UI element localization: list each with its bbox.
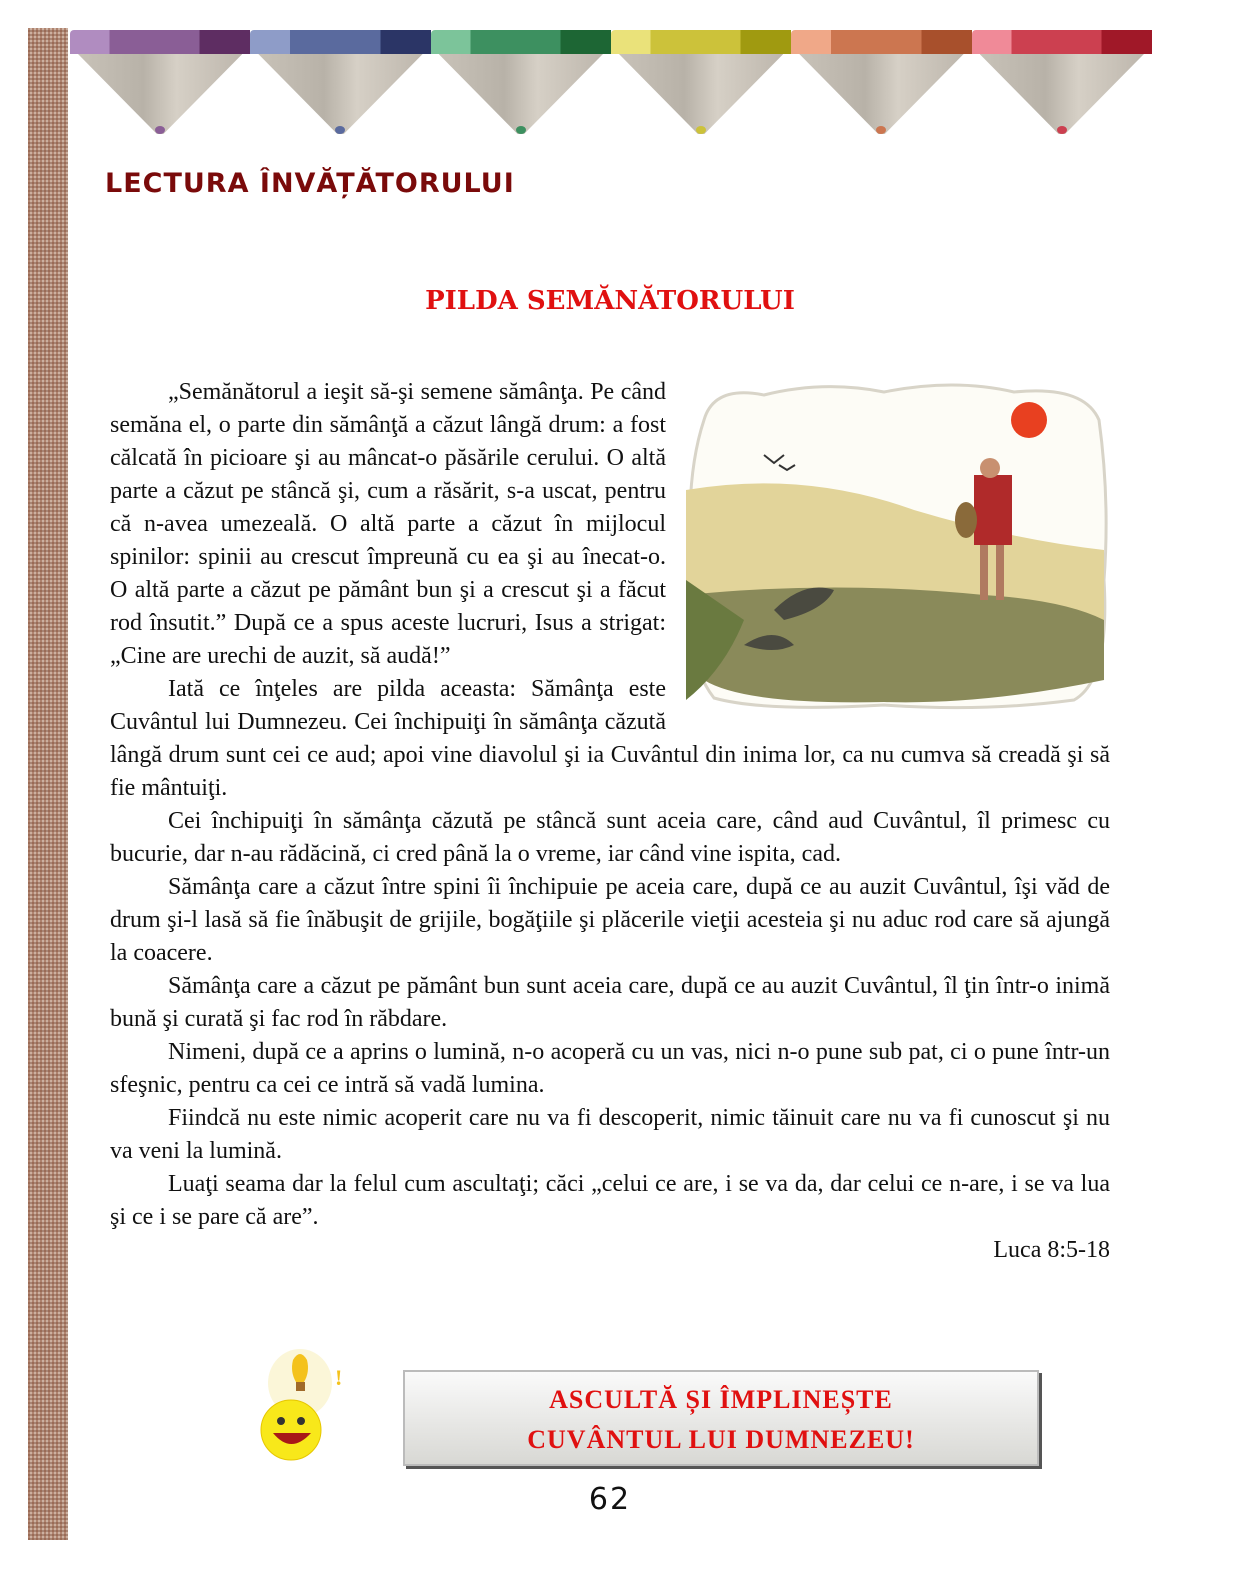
pencil xyxy=(250,30,430,140)
svg-text:!: ! xyxy=(335,1365,343,1390)
callout-line-1: ASCULTĂ ȘI ÎMPLINEȘTE xyxy=(549,1385,893,1414)
story-paragraph: „Semănătorul a ieşit să-şi semene sămânţa. Pe când semăna el, o parte din sămânţă a căzut lângă drum: a fost călcată în picioare şi au mâncat-o păsările cerului. O altă parte a căzut pe stâncă şi, cum a răsărit, s-a uscat, pentru că n-avea umezeală. O altă parte a căzut în mijlocul spinilor: spinii au crescut împreună cu ea şi au înecat-o. O altă parte a căzut pe pământ bun şi a crescut şi a făcut rod însutit.” După ce a spus aceste lucruri, Isus a strigat: „Cine are urechi de auzit, să audă!” xyxy=(110,379,666,669)
pencil xyxy=(972,30,1152,140)
story-text xyxy=(110,376,1110,1267)
pencil xyxy=(431,30,611,140)
pencil xyxy=(791,30,971,140)
pencil xyxy=(611,30,791,140)
decorative-border xyxy=(28,28,68,1540)
callout-line-2: CUVÂNTUL LUI DUMNEZEU! xyxy=(527,1425,915,1454)
story-paragraph: Sămânţa care a căzut pe pământ bun sunt aceia care, după ce au auzit Cuvântul, îl ţin într-o inimă bună şi curată şi fac rod în răbdare. xyxy=(110,973,1110,1032)
story-paragraph: Nimeni, după ce a aprins o lumină, n-o acoperă cu un vas, nici n-o pune sub pat, ci o pune într-un sfeşnic, pentru ca cei ce intră să vadă lumina. xyxy=(110,1039,1110,1098)
story-paragraph: Cei închipuiţi în sămânţa căzută pe stâncă sunt aceia care, când aud Cuvântul, îl primesc cu bucurie, dar n-au rădăcină, ci cred până la o vreme, iar când vine ispita, cad. xyxy=(110,808,1110,867)
section-title: LECTURA ÎNVĂȚĂTORULUI xyxy=(105,168,515,199)
story-paragraph: Sămânţa care a căzut între spini îi închipuie pe aceia care, după ce au auzit Cuvântul, îşi văd de drum şi-l lasă să fie înăbuşit de grijile, bogăţiile şi plăcerile vieţii acesteia şi nu aduc rod care să ajungă la coacere. xyxy=(110,874,1110,966)
smiley-lightbulb-icon xyxy=(255,1345,355,1465)
scripture-reference: Luca 8:5-18 xyxy=(993,1237,1110,1263)
story-title: PILDA SEMĂNĂTORULUI xyxy=(425,286,795,316)
story-paragraph: Luaţi seama dar la felul cum ascultaţi; căci „celui ce are, i se va da, dar celui ce n-are, i se va lua şi ce i se pare că are”. xyxy=(110,1171,1110,1230)
story-paragraph: Fiindcă nu este nimic acoperit care nu va fi descoperit, nimic tăinuit care nu va fi cunoscut şi nu va veni la lumină. xyxy=(110,1105,1110,1164)
story-paragraph: Iată ce înţeles are pilda aceasta: Sămânţa este Cuvântul lui Dumnezeu. Cei închipuiţi în sămânţa căzută lângă drum sunt cei ce aud; apoi vine diavolul şi ia Cuvântul din inima lor, ca nu cumva să creadă şi să fie mântuiţi. xyxy=(110,676,1110,801)
callout-box xyxy=(403,1370,1039,1466)
pencil xyxy=(70,30,250,140)
sower-illustration xyxy=(684,380,1110,712)
pencil-banner xyxy=(70,30,1152,140)
page-number: 62 xyxy=(588,1482,632,1517)
